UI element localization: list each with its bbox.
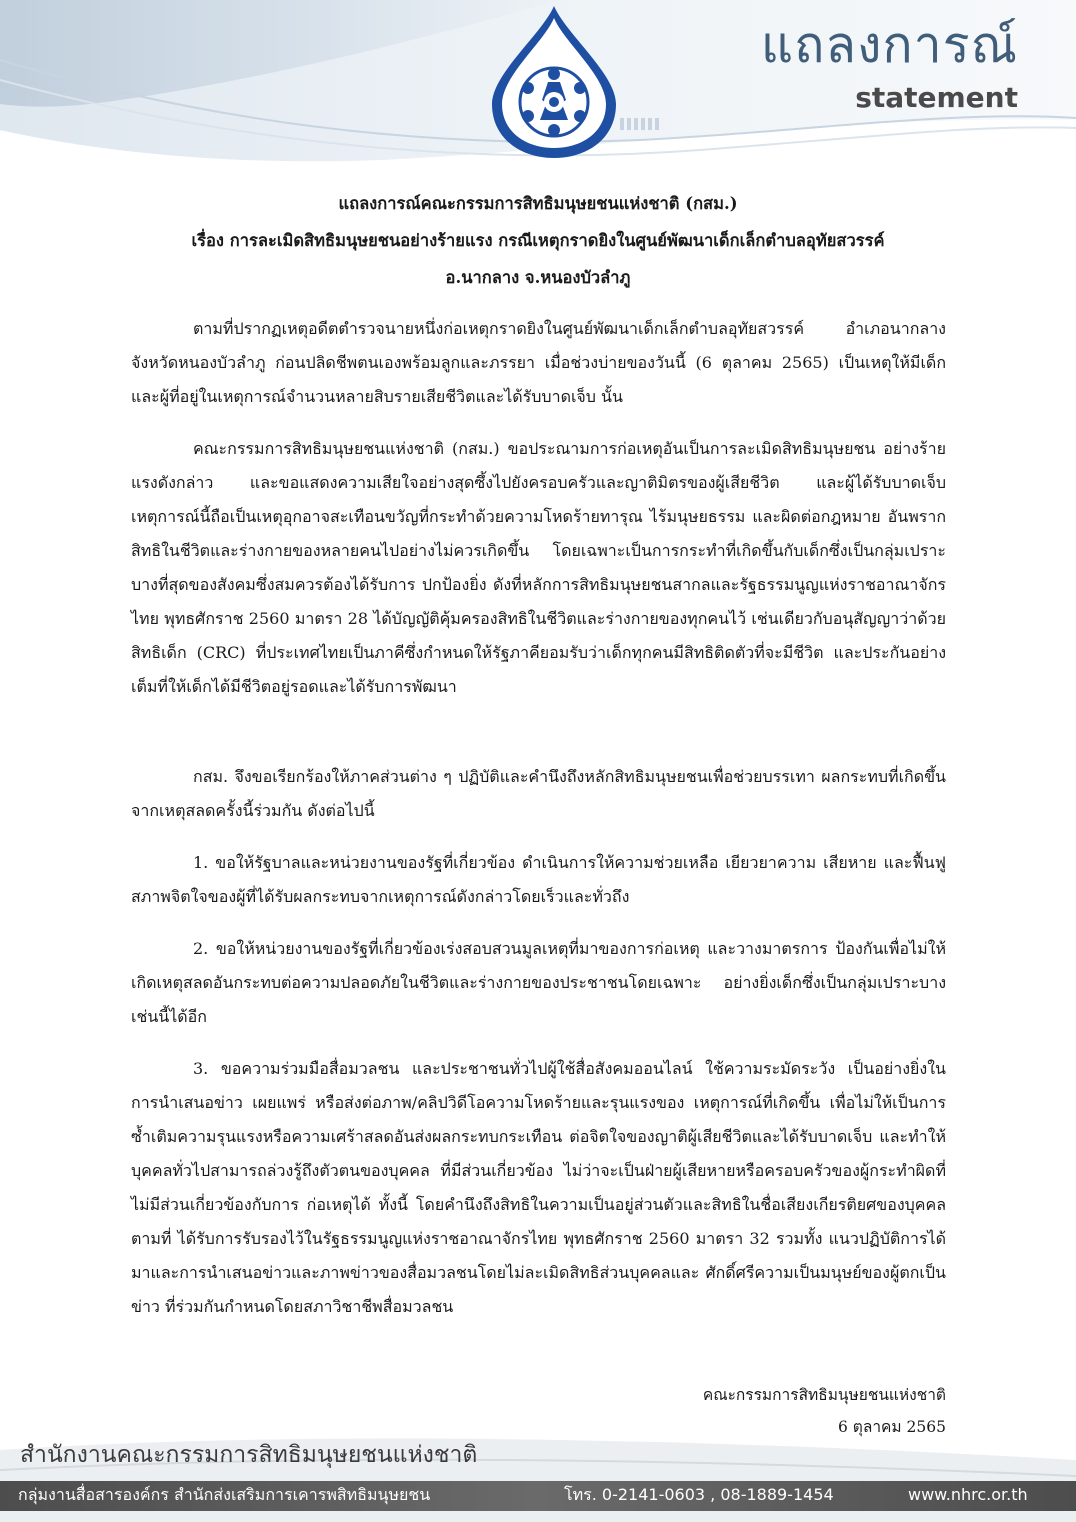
paragraph-text: คณะกรรมการสิทธิมนุษยชนแห่งชาติ (กสม.) ขอประณามการก่อเหตุอันเป็นการละเมิดสิทธิมนุษยชน อย่างร้ายแรงดังกล่าว และขอแสดงความเสียใจอย่างสุดซึ้งไปยังครอบครัวและญาติมิตรของผู้เสียชีวิต และผู้ได้รับบาดเจ็บ เหตุการณ์นี้ถือเป็นเหตุอุกอาจสะเทือนขวัญที่กระทำด้วยความโหดร้ายทารุณ ไร้มนุษยธรรม และผิดต่อกฎหมาย อันพรากสิทธิในชีวิตและร่างกายของหลายคนไปอย่างไม่ควรเกิดขึ้น โดยเฉพาะเป็นการกระทำที่เกิดขึ้นกับเด็กซึ่งเป็นกลุ่มเปราะบางที่สุดของสังคมซึ่งสมควรต้องได้รับการ ปกป้องยิ่ง ดังที่หลักการสิทธิมนุษยชนสากลและรัฐธรรมนูญแห่งราชอาณาจักรไทย พุทธศักราช 2560 มาตรา 28 ได้บัญญัติคุ้มครองสิทธิในชีวิตและร่างกายของทุกคนไว้ เช่นเดียวกับอนุสัญญาว่าด้วย สิทธิเด็ก (CRC) ที่ประเทศไทยเป็นภาคีซึ่งกำหนดให้รัฐภาคียอมรับว่าเด็กทุกคนมีสิทธิติดตัวที่จะมีชีวิต และประกันอย่างเต็มที่ให้เด็กได้มีชีวิตอยู่รอดและได้รับการพัฒนา [131,439,946,696]
header-decorative-bars [620,118,659,130]
footer-website-link[interactable]: www.nhrc.or.th [908,1485,1028,1504]
paragraph-text: 2. ขอให้หน่วยงานของรัฐที่เกี่ยวข้องเร่งสอบสวนมูลเหตุที่มาของการก่อเหตุ และวางมาตรการ ป้องกันเพื่อไม่ให้เกิดเหตุสลดอันกระทบต่อความปลอดภัยในชีวิตและร่างกายของประชาชนโดยเฉพาะ อย่างยิ่งเด็กซึ่งเป็นกลุ่มเปราะบางเช่นนี้ได้อีก [131,939,946,1026]
demand-item-3 [131,1052,946,1324]
demand-item-1 [131,846,946,914]
body-paragraph-1 [131,312,946,414]
statement-heading-thai: แถลงการณ์ [760,16,1018,74]
signature-date: 6 ตุลาคม 2565 [837,1418,946,1436]
statement-heading-english: statement [855,81,1018,114]
statement-title-line-3: อ.นากลาง จ.หนองบัวลำภู [445,268,631,287]
body-paragraph-2 [131,432,946,704]
paragraph-text: 1. ขอให้รัฐบาลและหน่วยงานของรัฐที่เกี่ยวข้อง ดำเนินการให้ความช่วยเหลือ เยียวยาความ เสียหาย และฟื้นฟูสภาพจิตใจของผู้ที่ได้รับผลกระทบจากเหตุการณ์ดังกล่าวโดยเร็วและทั่วถึง [131,853,946,906]
statement-title-line-2: เรื่อง การละเมิดสิทธิมนุษยชนอย่างร้ายแรง กรณีเหตุกราดยิงในศูนย์พัฒนาเด็กเล็กตำบลอุทัยสวรรค์ [191,231,885,250]
paragraph-text: ตามที่ปรากฏเหตุอดีตตำรวจนายหนึ่งก่อเหตุกราดยิงในศูนย์พัฒนาเด็กเล็กตำบลอุทัยสวรรค์ อำเภอนากลาง จังหวัดหนองบัวลำภู ก่อนปลิดชีพตนเองพร้อมลูกและภรรยา เมื่อช่วงบ่ายของวันนี้ (6 ตุลาคม 2565) เป็นเหตุให้มีเด็ก และผู้ที่อยู่ในเหตุการณ์จำนวนหลายสิบรายเสียชีวิตและได้รับบาดเจ็บ นั้น [131,319,946,406]
footer-organization-name: สำนักงานคณะกรรมการสิทธิมนุษยชนแห่งชาติ [20,1442,478,1468]
statement-title-line-1: แถลงการณ์คณะกรรมการสิทธิมนุษยชนแห่งชาติ (กสม.) [338,194,738,213]
body-paragraph-3 [131,760,946,828]
paragraph-text: กสม. จึงขอเรียกร้องให้ภาคส่วนต่าง ๆ ปฏิบัติและคำนึงถึงหลักสิทธิมนุษยชนเพื่อช่วยบรรเทา ผลกระทบที่เกิดขึ้นจากเหตุสลดครั้งนี้ร่วมกัน ดังต่อไปนี้ [131,767,946,820]
paragraph-text: 3. ขอความร่วมมือสื่อมวลชน และประชาชนทั่วไปผู้ใช้สื่อสังคมออนไลน์ ใช้ความระมัดระวัง เป็นอย่างยิ่งในการนำเสนอข่าว เผยแพร่ หรือส่งต่อภาพ/คลิปวิดีโอความโหดร้ายและรุนแรงของ เหตุการณ์ที่เกิดขึ้น เพื่อไม่ให้เป็นการซ้ำเติมความรุนแรงหรือความเศร้าสลดอันส่งผลกระทบกระเทือน ต่อจิตใจของญาติผู้เสียชีวิตและได้รับบาดเจ็บ และทำให้บุคคลทั่วไปสามารถล่วงรู้ถึงตัวตนของบุคคล ที่มีส่วนเกี่ยวข้อง ไม่ว่าจะเป็นฝ่ายผู้เสียหายหรือครอบครัวของผู้กระทำผิดที่ไม่มีส่วนเกี่ยวข้องกับการ ก่อเหตุได้ ทั้งนี้ โดยคำนึงถึงสิทธิในความเป็นอยู่ส่วนตัวและสิทธิในชื่อเสียงเกียรติยศของบุคคลตามที่ ได้รับการรับรองไว้ในรัฐธรรมนูญแห่งราชอาณาจักรไทย พุทธศักราช 2560 มาตรา 32 รวมทั้ง แนวปฏิบัติการได้มาและการนำเสนอข่าวและภาพข่าวของสื่อมวลชนโดยไม่ละเมิดสิทธิส่วนบุคคลและ ศักดิ์ศรีความเป็นมนุษย์ของผู้ตกเป็นข่าว ที่ร่วมกันกำหนดโดยสภาวิชาชีพสื่อมวลชน [131,1059,946,1316]
demand-item-2 [131,932,946,1034]
nhrc-logo [484,4,624,160]
footer-phone: โทร. 0-2141-0603 , 08-1889-1454 [564,1485,834,1504]
footer-department: กลุ่มงานสื่อสารองค์กร สำนักส่งเสริมการเคารพสิทธิมนุษยชน [18,1485,431,1504]
signature-organization: คณะกรรมการสิทธิมนุษยชนแห่งชาติ [702,1386,946,1404]
